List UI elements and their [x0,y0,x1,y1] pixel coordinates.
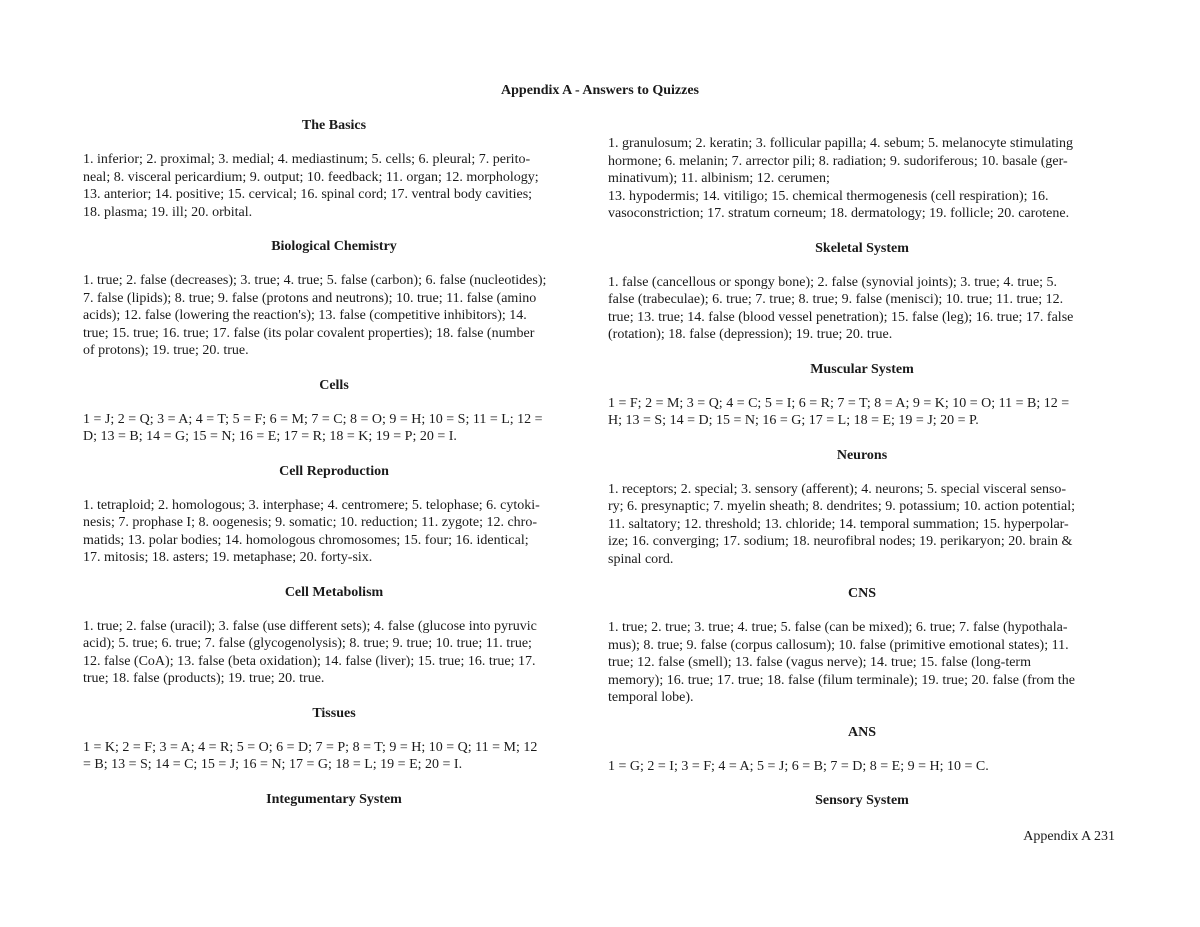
section-heading: Integumentary System [266,791,402,807]
section-cns [608,585,1116,707]
section-body: 1. granulosum; 2. keratin; 3. follicular papilla; 4. sebum; 5. melanocyte stimulating hormone; 6. melanin; 7. arrector pili; 8. radiation; 9. sudoriferous; 10. basale (ger- minativum); 11. albinism; 12. cerumen; 13. hypodermis; 14. vitiligo; 15. chemical thermogenesis (cell respiration); 16. vasoconstriction; 17. stratum corneum; 18. dermatology; 19. follicle; 20. carotene. [608,136,1074,221]
page-footer: Appendix A 231 [1023,829,1115,844]
section-cell-metabolism [83,584,585,688]
section-cell-reproduction [83,463,585,567]
section-integumentary-system [83,791,585,808]
section-heading: Cell Reproduction [279,463,389,479]
section-heading: Muscular System [810,361,914,377]
section-body: 1 = G; 2 = I; 3 = F; 4 = A; 5 = J; 6 = B; 7 = D; 8 = E; 9 = H; 10 = C. [608,758,989,774]
section-sensory-system [608,792,1116,809]
section-body: 1. tetraploid; 2. homologous; 3. interphase; 4. centromere; 5. telophase; 6. cytoki- nesis; 7. prophase I; 8. oogenesis; 9. somatic; 10. reduction; 11. zygote; 12. chro- matids; 13. polar bodies; 14. homologous chromosomes; 15. four; 16. identical; 17. mitosis; 18. asters; 19. metaphase; 20. forty-six. [83,497,540,565]
section-muscular-system [608,361,1116,430]
section-integumentary-continued [608,135,1116,223]
section-body: 1 = K; 2 = F; 3 = A; 4 = R; 5 = O; 6 = D; 7 = P; 8 = T; 9 = H; 10 = Q; 11 = M; 12 = B; 13 = S; 14 = C; 15 = J; 16 = N; 17 = G; 18 = L; 19 = E; 20 = I. [83,739,538,772]
section-heading: Cells [319,377,349,393]
section-body: 1. true; 2. false (uracil); 3. false (use different sets); 4. false (glucose into pyruvic acid); 5. true; 6. true; 7. false (glycogenolysis); 8. true; 9. true; 10. true; 11. true; 12. false (CoA); 13. false (beta oxidation); 14. false (liver); 15. true; 16. true; 17. true; 18. false (products); 19. true; 20. true. [83,618,537,686]
section-body: 1. false (cancellous or spongy bone); 2. false (synovial joints); 3. true; 4. true; 5. false (trabeculae); 6. true; 7. true; 8. true; 9. false (menisci); 10. true; 11. true; 12. true; 13. true; 14. false (blood vessel penetration); 15. false (leg); 16. true; 17. false (rotation); 18. false (depression); 19. true; 20. true. [608,274,1074,342]
section-heading: The Basics [301,118,367,133]
section-the-basics [83,117,585,221]
right-column [608,135,1116,826]
section-body: 1 = F; 2 = M; 3 = Q; 4 = C; 5 = I; 6 = R; 7 = T; 8 = A; 9 = K; 10 = O; 11 = B; 12 = H; 13 = S; 14 = D; 15 = N; 16 = G; 17 = L; 18 = E; 19 = J; 20 = P. [608,395,1070,428]
section-heading: Neurons [836,447,888,463]
section-tissues [83,705,585,774]
section-neurons [608,447,1116,569]
section-heading: Sensory System [815,793,909,808]
section-body: 1. true; 2. false (decreases); 3. true; 4. true; 5. false (carbon); 6. false (nucleotides); 7. false (lipids); 8. true; 9. false (protons and neutrons); 10. true; 11. false (amino acids); 12. false (lowering the reaction's); 13. false (competitive inhibitors); 14. true; 15. true; 16. true; 17. false (its polar covalent properties); 18. false (number of protons); 19. true; 20. true. [83,273,547,358]
section-skeletal-system [608,240,1116,344]
section-heading: Skeletal System [815,240,909,256]
section-heading: Tissues [312,705,356,721]
section-body: 1. true; 2. true; 3. true; 4. true; 5. false (can be mixed); 6. true; 7. false (hypothala- mus); 8. true; 9. false (corpus callosum); 10. false (primitive emotional states); 11. true; 12. false (smell); 13. false (vagus nerve); 14. true; 15. false (long-term memory); 16. true; 17. true; 18. false (filum terminale); 19. true; 20. false (from the temporal lobe). [608,620,1075,705]
section-heading: ANS [847,724,876,740]
section-heading: CNS [847,586,876,601]
section-ans [608,724,1116,776]
section-cells [83,377,585,446]
section-heading: Cell Metabolism [284,584,384,600]
left-column [83,117,585,825]
page-title: Appendix A - Answers to Quizzes [501,83,699,98]
section-heading: Biological Chemistry [271,239,397,254]
section-biological-chemistry [83,238,585,360]
section-body: 1. receptors; 2. special; 3. sensory (afferent); 4. neurons; 5. special visceral senso- ry; 6. presynaptic; 7. myelin sheath; 8. dendrites; 9. potassium; 10. action potential; 11. saltatory; 12. threshold; 13. chloride; 14. temporal summation; 15. hyperpolar- ize; 16. converging; 17. sodium; 18. neurofibral nodes; 19. perikaryon; 20. brain & spinal cord. [608,481,1075,567]
section-body: 1. inferior; 2. proximal; 3. medial; 4. mediastinum; 5. cells; 6. pleural; 7. perito- neal; 8. visceral pericardium; 9. output; 10. feedback; 11. organ; 12. morphology; 13. anterior; 14. positive; 15. cervical; 16. spinal cord; 17. ventral body cavities; 18. plasma; 19. ill; 20. orbital. [83,152,539,220]
section-body: 1 = J; 2 = Q; 3 = A; 4 = T; 5 = F; 6 = M; 7 = C; 8 = O; 9 = H; 10 = S; 11 = L; 12 = D; 13 = B; 14 = G; 15 = N; 16 = E; 17 = R; 18 = K; 19 = P; 20 = I. [83,411,543,444]
